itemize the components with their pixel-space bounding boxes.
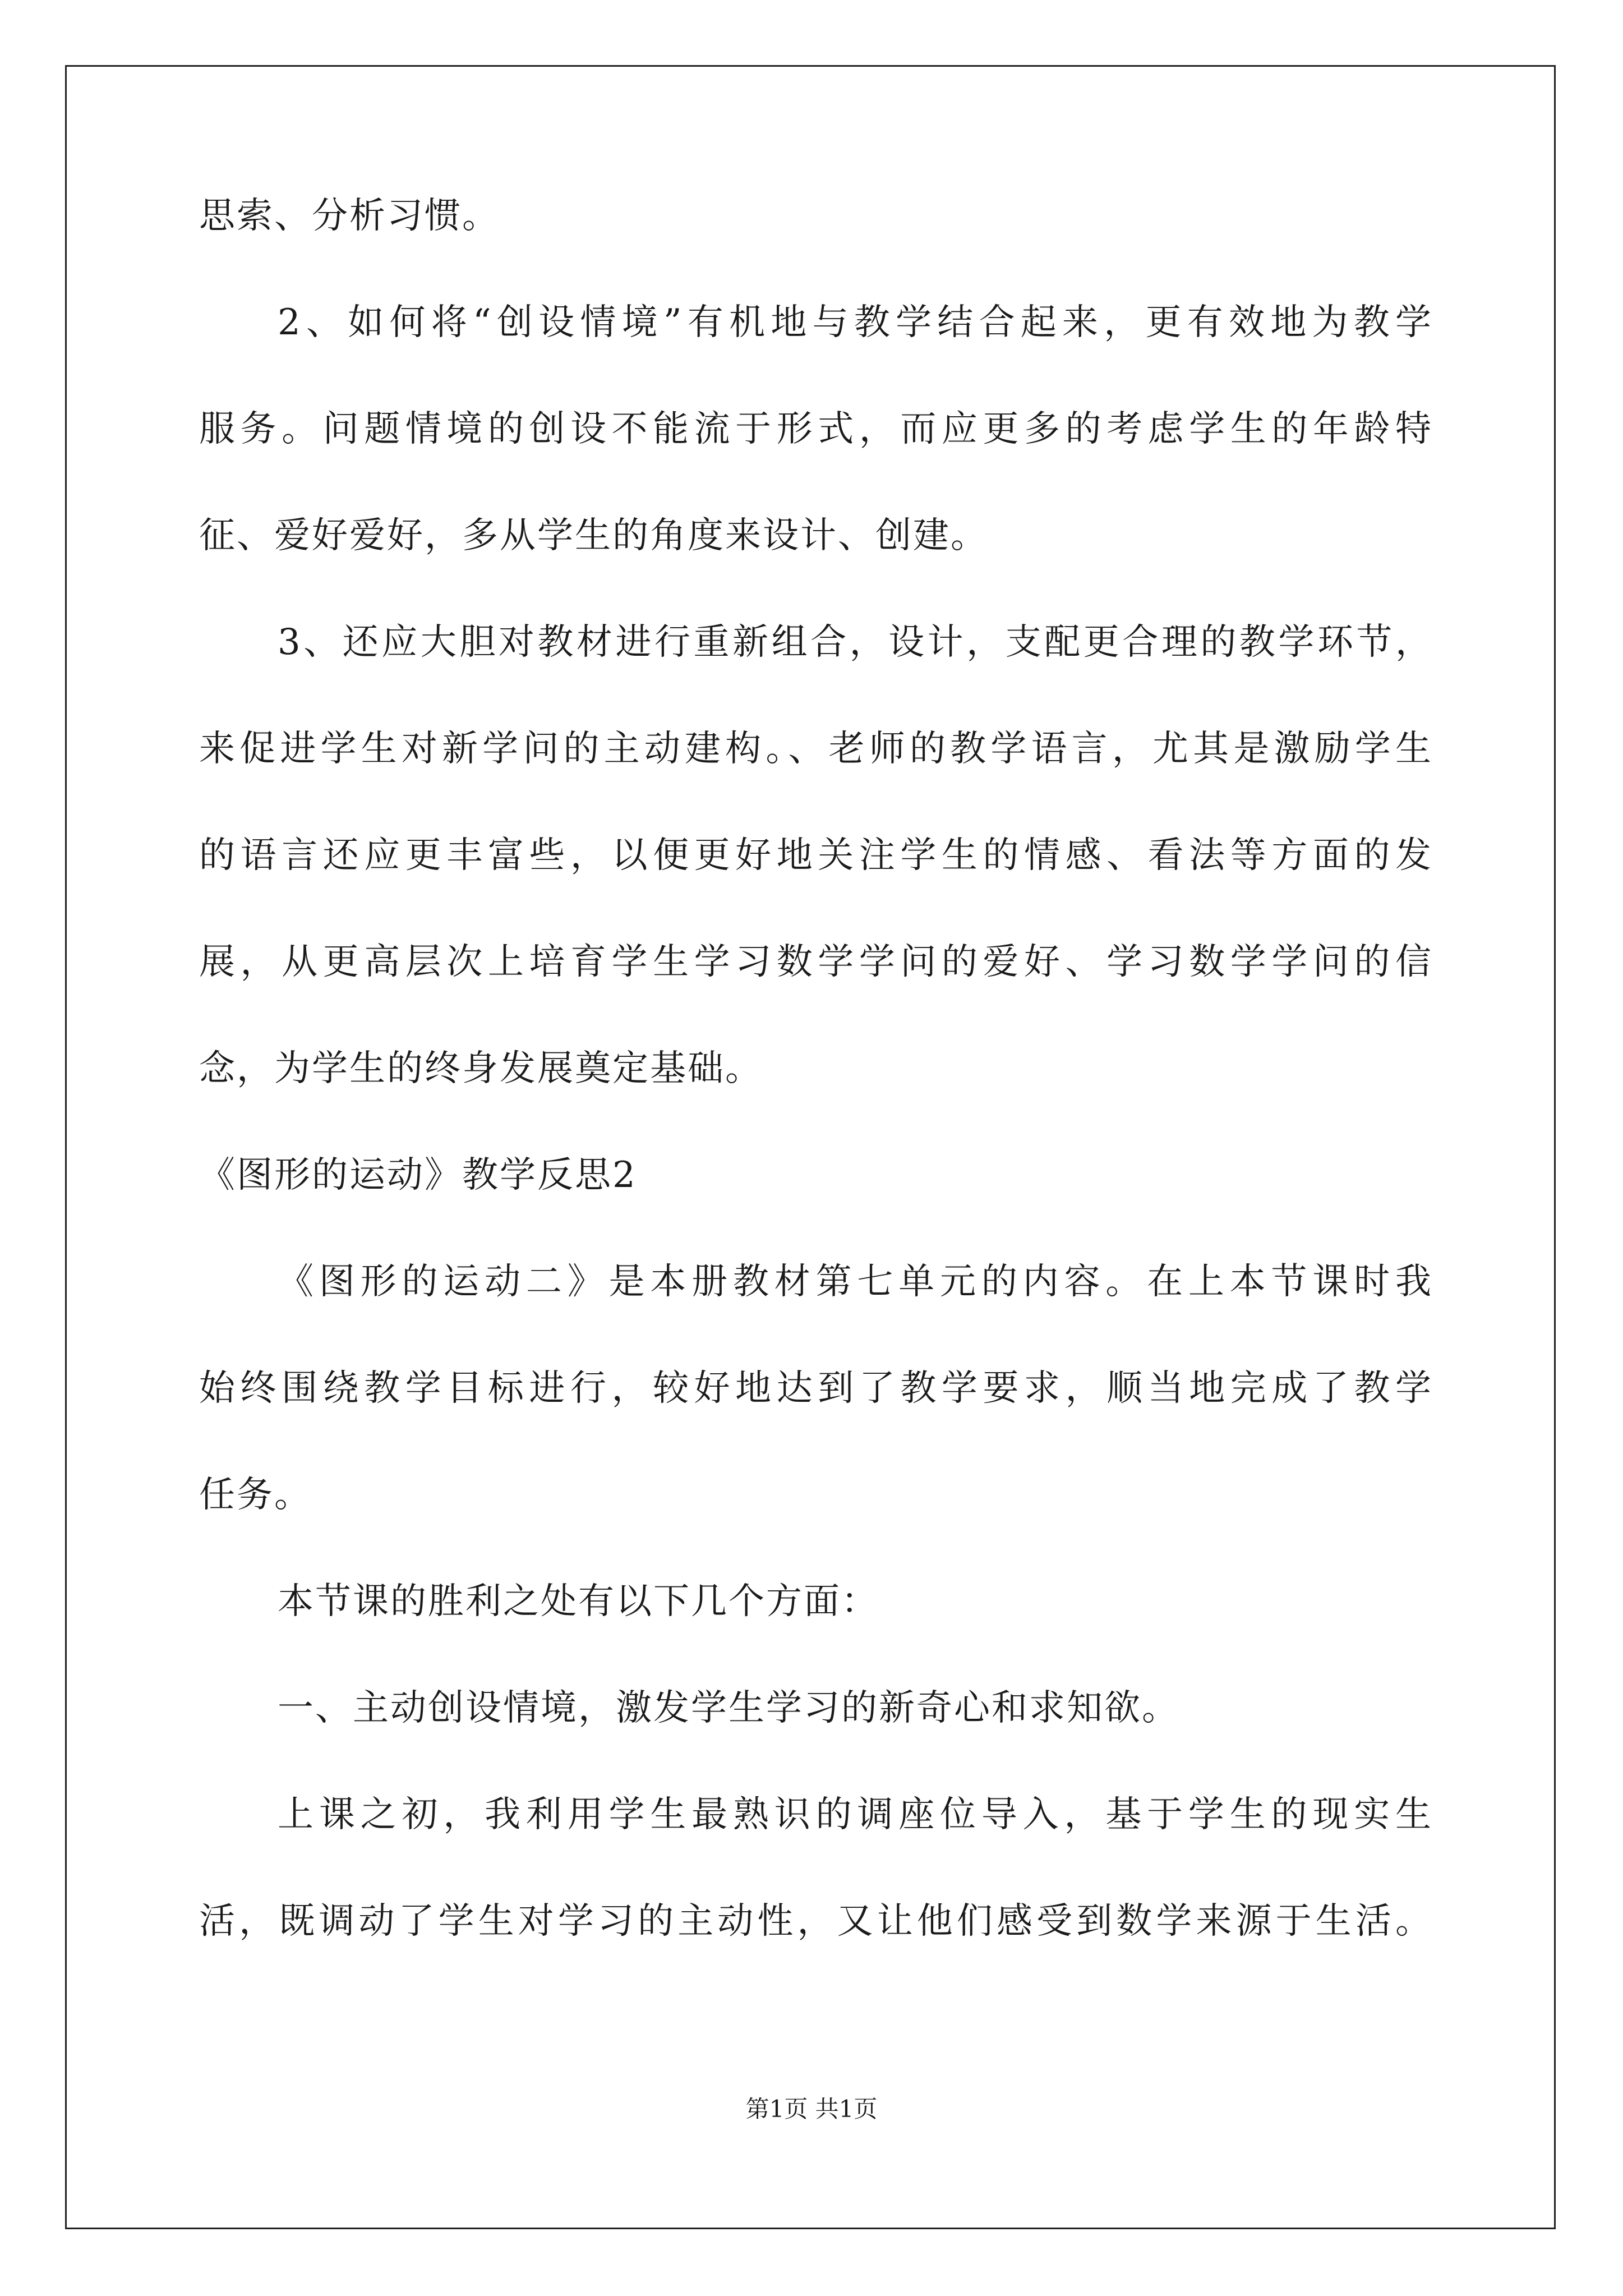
paragraph-line: 征、爱好爱好，多从学生的角度来设计、创建。: [199, 515, 988, 556]
paragraph-line: 上课之初，我利用学生最熟识的调座位导入，基于学生的现实生: [278, 1794, 1433, 1835]
paragraph-line: 始终围绕教学目标进行，较好地达到了教学要求，顺当地完成了教学: [199, 1368, 1433, 1409]
paragraph-line: 《图形的运动二》是本册教材第七单元的内容。在上本节课时我: [278, 1261, 1433, 1303]
paragraph-line: 任务。: [199, 1474, 312, 1516]
paragraph-line: 活，既调动了学生对学习的主动性，又让他们感受到数学来源于生活。: [199, 1901, 1433, 1942]
section-heading: 《图形的运动》教学反思2: [199, 1154, 637, 1196]
paragraph-line: 展，从更高层次上培育学生学习数学学问的爱好、学习数学学问的信: [199, 941, 1433, 983]
paragraph-line: 一、主动创设情境，激发学生学习的新奇心和求知欲。: [278, 1687, 1179, 1729]
paragraph-line: 服务。问题情境的创设不能流于形式，而应更多的考虑学生的年龄特: [199, 408, 1433, 450]
paragraph-line: 本节课的胜利之处有以下几个方面：: [278, 1581, 879, 1622]
paragraph-line: 念，为学生的终身发展奠定基础。: [199, 1048, 763, 1089]
paragraph-line: 3、还应大胆对教材进行重新组合，设计，支配更合理的教学环节，: [278, 622, 1433, 663]
document-body: [199, 191, 1433, 2003]
paragraph-line: 的语言还应更丰富些，以便更好地关注学生的情感、看法等方面的发: [199, 835, 1433, 876]
paragraph-line: 2、如何将“创设情境”有机地与教学结合起来，更有效地为教学: [278, 302, 1433, 343]
paragraph-line: 思索、分析习惯。: [199, 195, 500, 237]
paragraph-line: 来促进学生对新学问的主动建构。、老师的教学语言，尤其是激励学生: [199, 728, 1433, 770]
page-footer: 第1页 共1页: [745, 2095, 878, 2123]
